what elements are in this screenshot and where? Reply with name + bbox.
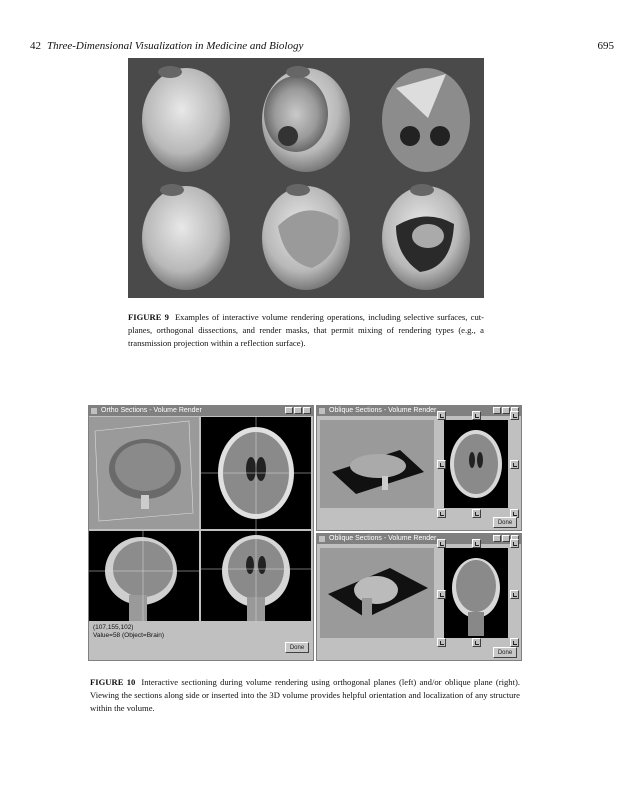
oblique-bottom-slice-pane[interactable] bbox=[444, 548, 508, 638]
status-readout bbox=[93, 624, 164, 640]
running-head bbox=[30, 40, 614, 56]
maximize-button[interactable] bbox=[502, 407, 510, 414]
chapter-title: Three-Dimensional Visualization in Medicine and Biology bbox=[47, 40, 304, 52]
rotate-control[interactable] bbox=[510, 539, 519, 548]
minimize-button[interactable] bbox=[493, 535, 501, 542]
oblique-top-volume-pane[interactable] bbox=[320, 420, 434, 508]
rotate-control[interactable] bbox=[472, 411, 481, 420]
oblique-bottom-title: Oblique Sections - Volume Render bbox=[329, 535, 437, 542]
head-render-4 bbox=[142, 184, 230, 290]
figure-10-caption bbox=[90, 676, 520, 715]
ortho-sections-window bbox=[88, 405, 314, 661]
oblique-top-title: Oblique Sections - Volume Render bbox=[329, 407, 437, 414]
volume-render-pane[interactable] bbox=[89, 417, 199, 529]
rotate-control[interactable] bbox=[437, 638, 446, 647]
sagittal-slice-pane[interactable] bbox=[89, 531, 199, 621]
rotate-control[interactable] bbox=[437, 539, 446, 548]
chapter-number: 42 bbox=[30, 40, 41, 52]
figure-10-caption-text: Interactive sectioning during volume rendering using orthogonal planes (left) and/or oblique plane (right). Viewing the sections along side or inserted into the 3D volume provides helpful orientation and localization of any structure within the volume. bbox=[90, 677, 520, 713]
oblique-bottom-titlebar bbox=[317, 534, 521, 544]
oblique-sections-window-top bbox=[316, 405, 522, 531]
oblique-sections-window-bottom bbox=[316, 533, 522, 661]
figure-9-label: FIGURE 9 bbox=[128, 312, 169, 322]
maximize-button[interactable] bbox=[502, 535, 510, 542]
oblique-top-titlebar bbox=[317, 406, 521, 416]
minimize-button[interactable] bbox=[493, 407, 501, 414]
oblique-top-done-button[interactable]: Done bbox=[493, 517, 517, 528]
coronal-slice-pane[interactable] bbox=[201, 531, 311, 621]
voxel-value: Value=58 (Object=Brain) bbox=[93, 632, 165, 639]
system-menu-icon[interactable] bbox=[319, 536, 325, 542]
rotate-control[interactable] bbox=[472, 638, 481, 647]
head-render-5 bbox=[262, 184, 350, 290]
close-button[interactable] bbox=[303, 407, 311, 414]
rotate-control[interactable] bbox=[510, 411, 519, 420]
voxel-coordinates: (107,155,102) bbox=[93, 624, 134, 631]
head-render-6 bbox=[382, 184, 470, 290]
figure-10-label: FIGURE 10 bbox=[90, 677, 136, 687]
ortho-window-titlebar bbox=[89, 406, 313, 416]
head-render-1 bbox=[142, 66, 230, 172]
maximize-button[interactable] bbox=[294, 407, 302, 414]
rotate-control[interactable] bbox=[472, 509, 481, 518]
oblique-bottom-done-button[interactable]: Done bbox=[493, 647, 517, 658]
system-menu-icon[interactable] bbox=[91, 408, 97, 414]
rotate-control[interactable] bbox=[437, 460, 446, 469]
rotate-control[interactable] bbox=[437, 411, 446, 420]
figure-9-caption bbox=[128, 311, 484, 350]
rotate-control[interactable] bbox=[437, 590, 446, 599]
figure-9-image bbox=[128, 58, 484, 298]
rotate-control[interactable] bbox=[510, 638, 519, 647]
page-number: 695 bbox=[597, 40, 614, 52]
rotate-control[interactable] bbox=[510, 460, 519, 469]
rotate-control[interactable] bbox=[437, 509, 446, 518]
head-render-2 bbox=[262, 66, 350, 172]
running-head-left bbox=[30, 40, 303, 52]
head-render-3 bbox=[382, 68, 470, 172]
figure-9-caption-text: Examples of interactive volume rendering operations, including selective surfaces, cut-planes, orthogonal dissections, and render masks, that permit mixing of rendering types (e.g., a transmission projection within a reflection surface). bbox=[128, 312, 484, 348]
oblique-bottom-volume-pane[interactable] bbox=[320, 548, 434, 638]
rotate-control[interactable] bbox=[472, 539, 481, 548]
ortho-window-title: Ortho Sections - Volume Render bbox=[101, 407, 202, 414]
oblique-top-slice-pane[interactable] bbox=[444, 420, 508, 508]
rotate-control[interactable] bbox=[510, 590, 519, 599]
ortho-done-button[interactable]: Done bbox=[285, 642, 309, 653]
minimize-button[interactable] bbox=[285, 407, 293, 414]
axial-slice-pane[interactable] bbox=[201, 417, 311, 529]
system-menu-icon[interactable] bbox=[319, 408, 325, 414]
